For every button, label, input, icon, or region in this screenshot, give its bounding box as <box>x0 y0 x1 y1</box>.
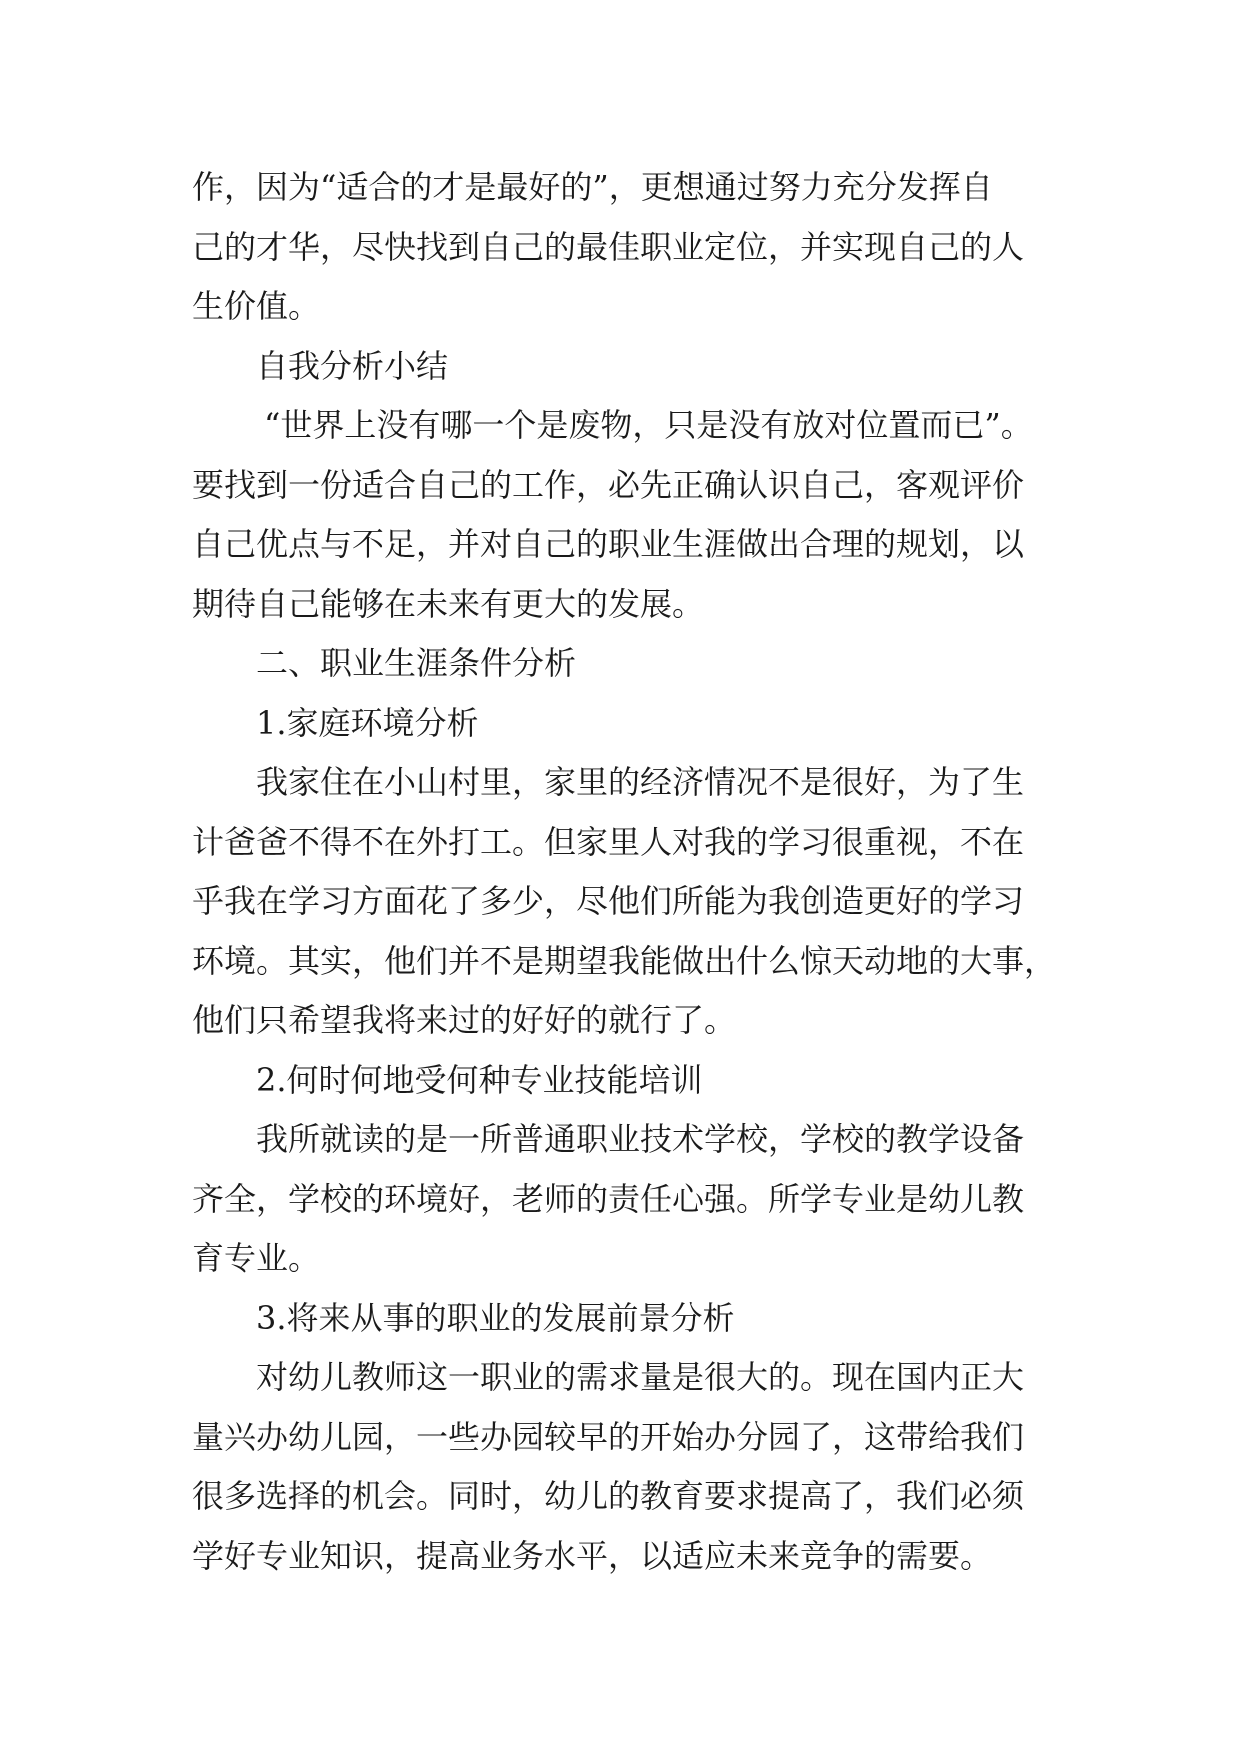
subsection-heading: 3.将来从事的职业的发展前景分析 <box>256 1298 735 1337</box>
paragraph-line: 学好专业知识，提高业务水平，以适应未来竞争的需要。 <box>192 1536 993 1575</box>
paragraph-line: 我所就读的是一所普通职业技术学校，学校的教学设备 <box>256 1120 1025 1158</box>
paragraph-line: 齐全，学校的环境好，老师的责任心强。所学专业是幼儿教 <box>192 1179 1025 1218</box>
paragraph-line: 量兴办幼儿园，一些办园较早的开始办分园了，这带给我们 <box>192 1417 1025 1456</box>
paragraph-line: 生价值。 <box>192 287 321 325</box>
paragraph-line: 我家住在小山村里，家里的经济情况不是很好，为了生 <box>256 763 1025 801</box>
paragraph-line: 己的才华，尽快找到自己的最佳职业定位，并实现自己的人 <box>192 227 1025 266</box>
paragraph-line: 乎我在学习方面花了多少，尽他们所能为我创造更好的学习 <box>192 882 1025 920</box>
subsection-heading: 2.何时何地受何种专业技能培训 <box>256 1060 703 1099</box>
paragraph-line: 计爸爸不得不在外打工。但家里人对我的学习很重视，不在 <box>192 822 1025 861</box>
paragraph-line: “世界上没有哪一个是废物，只是没有放对位置而已”。 <box>264 406 1033 444</box>
paragraph-line: 他们只希望我将来过的好好的就行了。 <box>192 1001 737 1039</box>
paragraph-line: 环境。其实，他们并不是期望我能做出什么惊天动地的大事， <box>192 941 1057 980</box>
paragraph-line: 自己优点与不足，并对自己的职业生涯做出合理的规划，以 <box>192 525 1025 563</box>
document-body <box>192 158 1057 1586</box>
section-heading: 自我分析小结 <box>256 346 449 385</box>
subsection-heading: 1.家庭环境分析 <box>256 703 479 742</box>
paragraph-line: 要找到一份适合自己的工作，必先正确认识自己，客观评价 <box>192 465 1025 504</box>
paragraph-line: 作，因为“适合的才是最好的”，更想通过努力充分发挥自 <box>192 168 993 206</box>
paragraph-line: 对幼儿教师这一职业的需求量是很大的。现在国内正大 <box>256 1358 1025 1396</box>
paragraph-line: 期待自己能够在未来有更大的发展。 <box>192 584 705 623</box>
paragraph-line: 育专业。 <box>192 1239 321 1277</box>
paragraph-line: 很多选择的机会。同时，幼儿的教育要求提高了，我们必须 <box>192 1477 1025 1515</box>
section-heading: 二、职业生涯条件分析 <box>256 644 577 682</box>
